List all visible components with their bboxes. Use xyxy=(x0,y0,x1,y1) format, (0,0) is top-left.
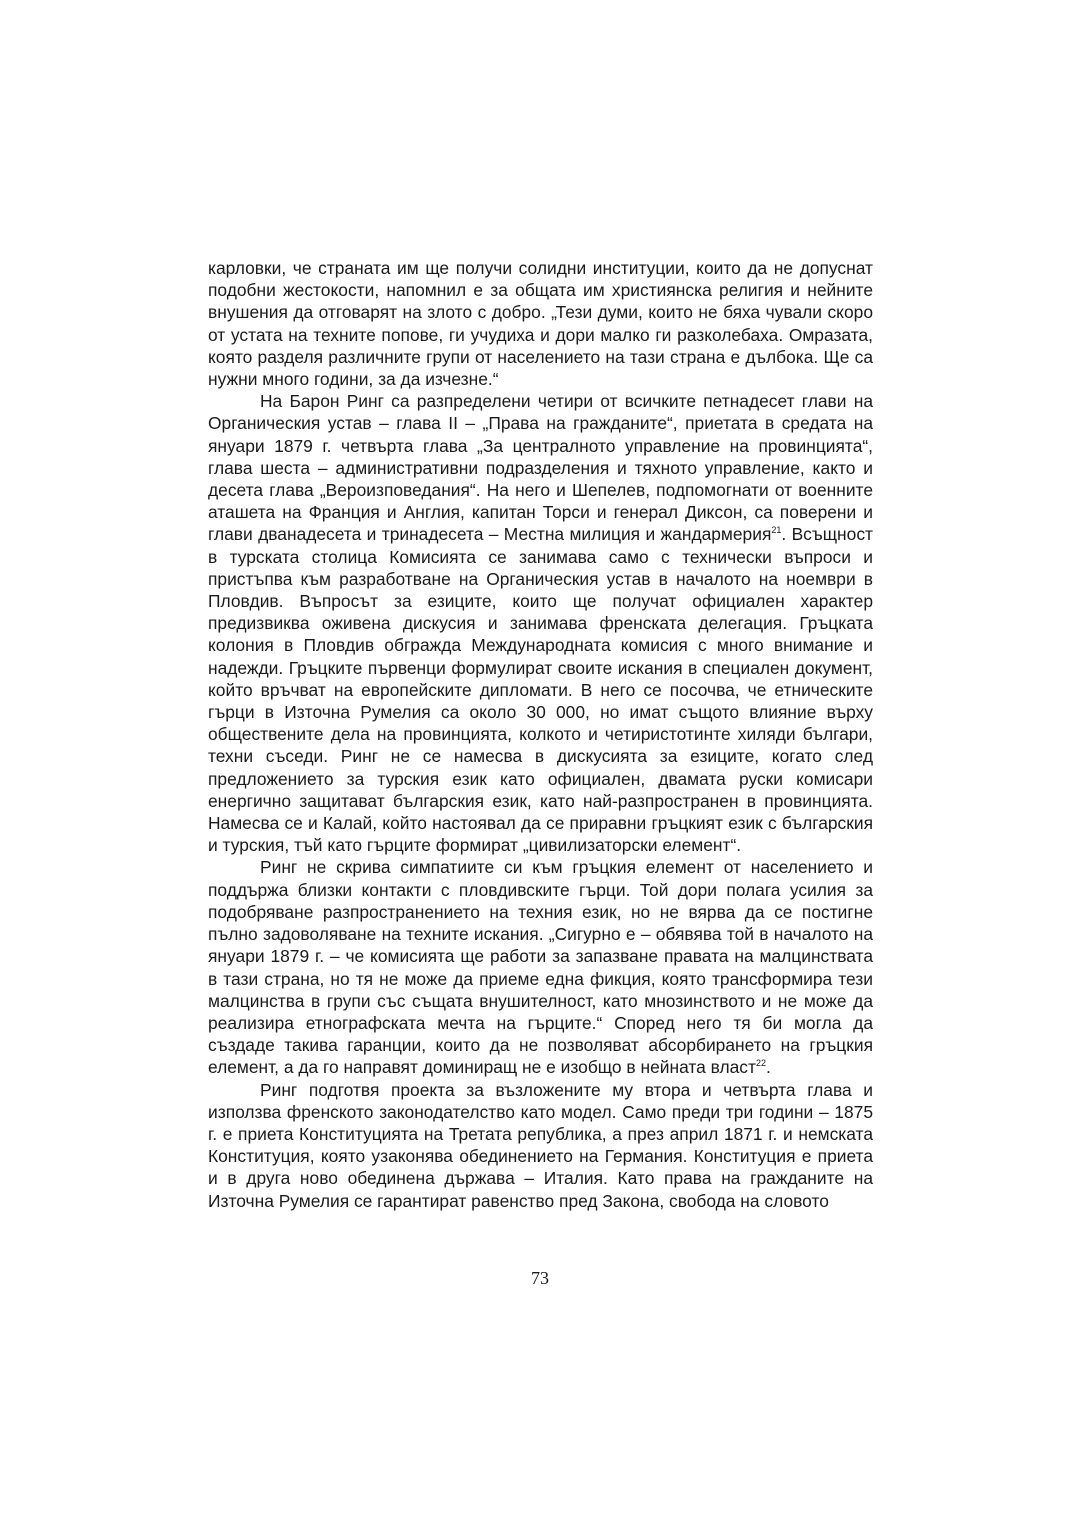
paragraph-2-text-cont: . Всъщност в турската столица Комисията се занимава само с технически въпроси и пристъпва към разработване на Органическия устав в началото на ноември в Пловдив. Въпросът за езиците, които ще получат официален характер предизвиква оживена дискусия и занимава френската делегация. Гръцката колония в Пловдив обгражда Международната комисия с много внимание и надежди. Гръцките първенци формулират своите искания в специален документ, който връчват на европейските дипломати. В него се посочва, че етническите гърци в Източна Румелия са около 30 000, но имат същото влияние върху обществените дела на провинцията, колкото и четиристотинте хиляди българи, техни съседи. Ринг не се намесва в дискусията за езиците, когато след предложението за турския език като официален, двамата руски комисари енергично защитават българския език, като най-разпространен в провинцията. Намесва се и Калай, който настоявал да се приравни гръцкият език с българския и турския, тъй като гърците формират „цивилизаторски елемент“. xyxy=(208,524,873,856)
paragraph-2 xyxy=(208,390,873,856)
footnote-ref-22: 22 xyxy=(755,1058,766,1069)
paragraph-4-text: Ринг подготвя проекта за възложените му втора и четвърта глава и използва френското законодателство като модел. Само преди три години – 1875 г. е приета Конституцията на Третата република, а през април 1871 г. и немската Конституция, която узаконява обединението на Германия. Конституция е приета и в друга ново обединена държава – Италия. Като права на гражданите на Източна Румелия се гарантират равенство пред Закона, свобода на словото xyxy=(208,1079,873,1211)
paragraph-2-text: На Барон Ринг са разпределени четири от всичките петнадесет глави на Органическия устав – глава II – „Права на гражданите“, приетата в средата на януари 1879 г. четвърта глава „За централното управление на провинцията“, глава шеста – административни подразделения и тяхното управление, както и десета глава „Вероизповедания“. На него и Шепелев, подпомогнати от военните аташета на Франция и Англия, капитан Торси и генерал Диксон, са поверени и глави дванадесета и тринадесета – Местна милиция и жандармерия xyxy=(208,391,873,545)
paragraph-4 xyxy=(208,1079,873,1212)
page-number: 73 xyxy=(531,1268,549,1288)
body-text xyxy=(208,257,873,1212)
paragraph-1-text: карловки, че страната им ще получи солидни институции, които да не допуснат подобни жестокости, напомнил е за общата им християнска религия и нейните внушения да отговарят на злото с добро. „Тези думи, които не бяха чували скоро от устата на техните попове, ги учудиха и дори малко ги разколебаха. Омразата, която разделя различните групи от населението на тази страна е дълбока. Ще са нужни много години, за да изчезне.“ xyxy=(208,258,873,390)
paragraph-3-text: Ринг не скрива симпатиите си към гръцкия елемент от населението и поддържа близки контакти с пловдивските гърци. Той дори полага усилия за подобряване разпространението на техния език, но не вярва да се постигне пълно задоволяване на техните искания. „Сигурно е – обявява той в началото на януари 1879 г. – че комисията ще работи за запазване правата на малцинствата в тази страна, но тя не може да приеме една фикция, която трансформира тези малцинства в групи със същата внушителност, като мнозинството и не може да реализира етнографската мечта на гърците.“ Според него тя би могла да създаде такива гаранции, които да не позволяват абсорбирането на гръцкия елемент, а да го направят доминиращ не е изобщо в нейната власт xyxy=(208,857,873,1078)
paragraph-1 xyxy=(208,257,873,390)
paragraph-3-text-cont: . xyxy=(765,1057,771,1078)
footnote-ref-21: 21 xyxy=(771,525,782,536)
paragraph-3 xyxy=(208,856,873,1078)
